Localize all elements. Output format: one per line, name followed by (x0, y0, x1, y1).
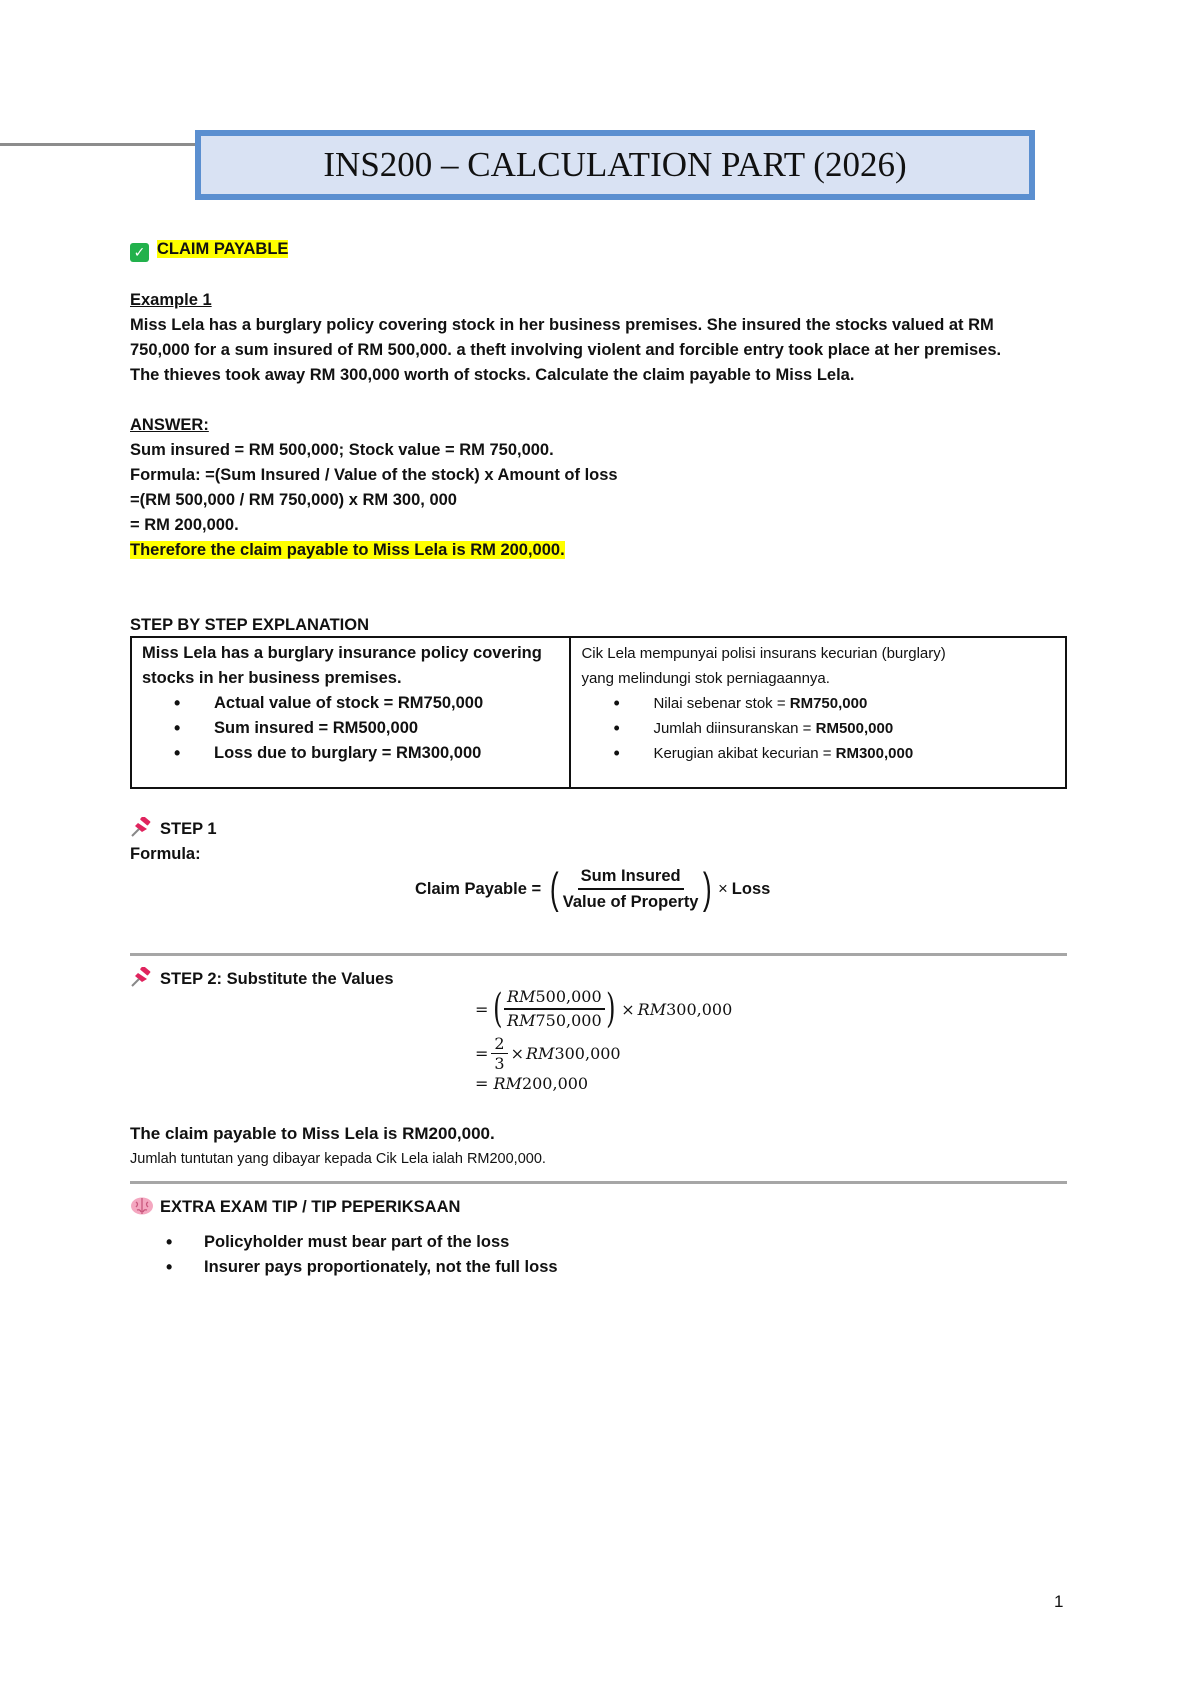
example-line: The thieves took away RM 300,000 worth of stocks. Calculate the claim payable to Miss Lela. (130, 366, 855, 384)
pushpin-icon (130, 817, 154, 837)
equals-sign: = (475, 999, 489, 1019)
step1-heading-label: STEP 1 (160, 820, 217, 838)
step2-heading-label: STEP 2: Substitute the Values (160, 970, 394, 988)
answer-conclusion (130, 538, 565, 563)
formula-claim-payable (415, 865, 770, 913)
list-item: • Loss due to burglary = RM300,000 (214, 741, 559, 766)
formula-rhs: Loss (731, 879, 771, 898)
tip-heading-label: EXTRA EXAM TIP / TIP PEPERIKSAAN (160, 1198, 461, 1216)
formula-denominator: Value of Property (562, 893, 699, 911)
amount: 200,000 (521, 1074, 589, 1093)
open-paren: ( (550, 864, 559, 913)
result-english: The claim payable to Miss Lela is RM200,000. (130, 1124, 495, 1143)
substitution-line-3 (475, 1074, 588, 1093)
explanation-intro: stocks in her business premises. (142, 669, 402, 687)
explanation-intro: Miss Lela has a burglary insurance policy covering (142, 644, 542, 662)
list-item: • Jumlah diinsuranskan = RM500,000 (653, 716, 1055, 741)
brain-icon (130, 1196, 154, 1216)
answer-line: =(RM 500,000 / RM 750,000) x RM 300, 000 (130, 491, 457, 509)
close-paren: ) (702, 864, 712, 913)
explanation-malay-cell (570, 637, 1066, 788)
explanation-list (581, 691, 1055, 766)
list-item: • Actual value of stock = RM750,000 (214, 691, 559, 716)
substitution-line-2 (475, 1035, 621, 1072)
equals-sign: = (475, 1074, 489, 1093)
substitution-line-1 (475, 987, 732, 1031)
answer-line: Sum insured = RM 500,000; Stock value = RM 750,000. (130, 441, 554, 459)
document-title: INS200 – CALCULATION PART (2026) (323, 145, 907, 184)
step1-heading (130, 817, 217, 842)
value-fraction (504, 987, 605, 1031)
times-sign: × (621, 999, 635, 1019)
times-sign: × (718, 879, 728, 898)
formula-lhs: Claim Payable = (415, 879, 542, 898)
list-item: • Policyholder must bear part of the loss (130, 1230, 558, 1255)
page-number: 1 (1054, 1592, 1064, 1611)
open-paren: ( (493, 986, 503, 1032)
example-line: Miss Lela has a burglary policy covering stock in her business premises. She insured the stocks valued at RM (130, 316, 994, 334)
fraction-numerator: 2 (491, 1035, 507, 1054)
answer-conclusion-text: Therefore the claim payable to Miss Lela is RM 200,000. (130, 541, 565, 559)
formula-numerator: Sum Insured (578, 865, 684, 890)
tip-heading (130, 1195, 460, 1220)
fraction-numerator: RM500,000 (504, 987, 605, 1010)
fraction-denominator: 3 (494, 1054, 505, 1073)
explanation-list (142, 691, 559, 766)
example-label: Example 1 (130, 291, 212, 309)
section-heading-label: CLAIM PAYABLE (157, 240, 289, 258)
step2-heading (130, 967, 394, 992)
list-item: • Insurer pays proportionately, not the full loss (130, 1255, 558, 1280)
equals-sign: = (475, 1044, 489, 1063)
list-item: • Sum insured = RM500,000 (214, 716, 559, 741)
check-mark-icon: ✓ (130, 243, 149, 262)
currency: RM (637, 999, 667, 1019)
divider (130, 953, 1067, 956)
title-box (195, 130, 1035, 200)
ratio-fraction (491, 1035, 507, 1072)
list-item: • Kerugian akibat kecurian = RM300,000 (653, 741, 1055, 766)
divider (130, 1181, 1067, 1184)
example-line: 750,000 for a sum insured of RM 500,000. a theft involving violent and forcible entry took place at her premises. (130, 341, 1002, 359)
explanation-heading: STEP BY STEP EXPLANATION (130, 616, 370, 634)
explanation-intro: yang melindungi stok perniagaannya. (581, 670, 830, 687)
close-paren: ) (605, 986, 616, 1032)
fraction-denominator: RM750,000 (507, 1011, 602, 1030)
answer-line: Formula: =(Sum Insured / Value of the stock) x Amount of loss (130, 466, 618, 484)
times-sign: × (510, 1044, 524, 1063)
tip-list (130, 1230, 558, 1280)
amount: 300,000 (554, 1044, 621, 1063)
currency: RM (526, 1044, 555, 1063)
result-malay: Jumlah tuntutan yang dibayar kepada Cik Lela ialah RM200,000. (130, 1151, 546, 1167)
currency: RM (493, 1074, 522, 1093)
explanation-table (130, 636, 1067, 789)
top-rule (0, 143, 195, 146)
pushpin-icon (130, 967, 154, 987)
explanation-english-cell (131, 637, 570, 788)
answer-line: = RM 200,000. (130, 516, 239, 534)
list-item: • Nilai sebenar stok = RM750,000 (653, 691, 1055, 716)
section-heading (130, 237, 288, 262)
formula-label: Formula: (130, 845, 201, 863)
answer-label: ANSWER: (130, 416, 209, 434)
explanation-intro: Cik Lela mempunyai polisi insurans kecurian (burglary) (581, 645, 946, 662)
amount: 300,000 (666, 999, 733, 1019)
formula-fraction (560, 865, 702, 913)
